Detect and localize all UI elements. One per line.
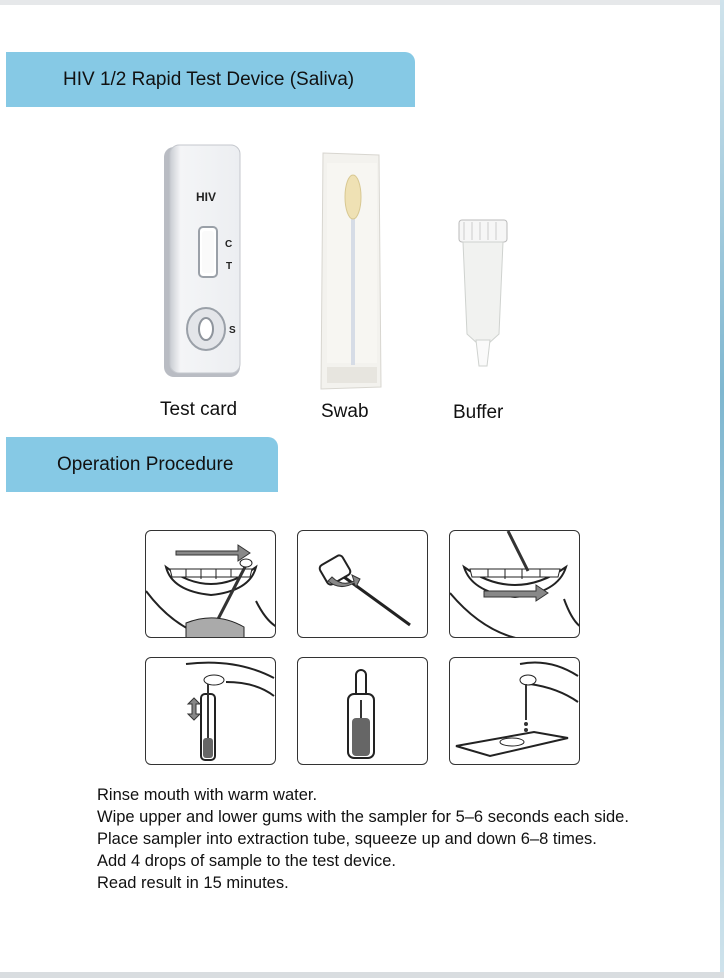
step-4-text: Add 4 drops of sample to the test device.	[97, 852, 397, 870]
right-page-edge	[720, 0, 724, 978]
top-border	[0, 0, 724, 5]
step-1-rinse-illustration	[145, 530, 276, 638]
swab-caption: Swab	[321, 401, 369, 422]
test-card-caption: Test card	[160, 399, 238, 420]
card-s-label: S	[229, 325, 236, 336]
card-hiv-label: HIV	[196, 190, 217, 204]
buffer-caption: Buffer	[453, 402, 504, 423]
test-card-image	[158, 143, 248, 383]
swab-image	[317, 149, 387, 393]
card-t-label: T	[226, 261, 233, 272]
step-5-text: Read result in 15 minutes.	[97, 874, 289, 892]
step-5-dropper-illustration	[297, 657, 428, 765]
product-title-banner	[6, 52, 415, 107]
step-2-swab-illustration	[297, 530, 428, 638]
procedure-banner	[6, 437, 278, 492]
product-title: HIV 1/2 Rapid Test Device (Saliva)	[63, 68, 355, 90]
bottom-page-edge	[0, 972, 724, 978]
procedure-instructions	[97, 784, 677, 894]
step-1-text: Rinse mouth with warm water.	[97, 786, 318, 804]
step-4-extraction-tube-illustration	[145, 657, 276, 765]
step-6-add-drops-illustration	[449, 657, 580, 765]
card-c-label: C	[225, 239, 233, 250]
step-3-wipe-gums-illustration	[449, 530, 580, 638]
step-2-text: Wipe upper and lower gums with the sampler for 5–6 seconds each side.	[97, 808, 629, 826]
step-3-text: Place sampler into extraction tube, squeeze up and down 6–8 times.	[97, 830, 597, 848]
procedure-title: Operation Procedure	[57, 453, 234, 475]
buffer-tube-image	[450, 216, 516, 372]
